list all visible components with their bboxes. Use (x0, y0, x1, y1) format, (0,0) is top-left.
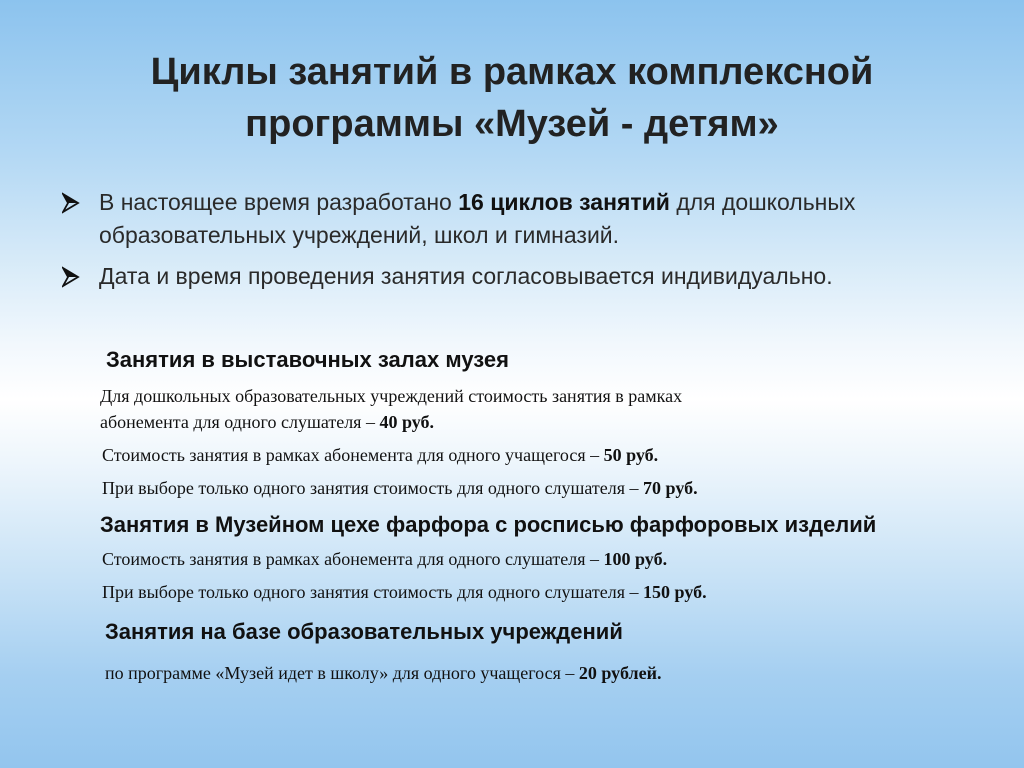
title-line-1: Циклы занятий в рамках комплексной (150, 51, 874, 93)
price-line-preschool: Для дошкольных образовательных учреждений стоимость занятия в рамках (100, 386, 683, 406)
price-value: 100 руб. (603, 549, 668, 569)
bullet-prefix: В настоящее время разработано (99, 189, 459, 215)
price-line-porcelain-subscription (102, 547, 667, 572)
arrow-bullet-icon (62, 186, 80, 225)
price-value: 40 руб. (379, 412, 435, 432)
price-value: 70 руб. (643, 478, 698, 498)
price-text: абонемента для одного слушателя – (100, 412, 380, 432)
price-text: При выборе только одного занятия стоимость для одного слушателя – (102, 582, 644, 602)
price-line-subscription-student (102, 443, 658, 468)
price-line-subscription-listener (100, 410, 434, 435)
bullet-item-schedule (62, 260, 962, 293)
slide-title (60, 46, 964, 150)
section-heading-schools: Занятия на базе образовательных учреждений (105, 619, 623, 644)
title-line-2: программы «Музей - детям» (245, 103, 779, 145)
section-heading-porcelain: Занятия в Музейном цехе фарфора с росписью фарфоровых изделий (100, 512, 877, 537)
price-text: Стоимость занятия в рамках абонемента для одного учащегося – (102, 445, 604, 465)
arrow-bullet-icon (62, 260, 80, 299)
price-text: При выборе только одного занятия стоимость для одного слушателя – (102, 478, 644, 498)
price-value: 50 руб. (603, 445, 659, 465)
price-value: 20 рублей. (578, 663, 662, 683)
price-text: по программе «Музей идет в школу» для одного учащегося – (105, 663, 579, 683)
section-heading-exhibition: Занятия в выставочных залах музея (106, 347, 509, 372)
price-text: Стоимость занятия в рамках абонемента для одного слушателя – (102, 549, 604, 569)
bullet-text-schedule: Дата и время проведения занятия согласовывается индивидуально. (99, 263, 833, 289)
bullet-item-cycles (62, 186, 962, 252)
price-line-school-program (105, 661, 661, 686)
bullet-suffix: для дошкольных образовательных учреждений, школ и гимназий. (99, 189, 856, 248)
bullet-text-cycles (99, 186, 962, 252)
price-line-porcelain-single (102, 580, 707, 605)
price-line-single-session (102, 476, 698, 501)
bullet-bold-count: 16 циклов занятий (458, 189, 670, 215)
price-value: 150 руб. (643, 582, 707, 602)
